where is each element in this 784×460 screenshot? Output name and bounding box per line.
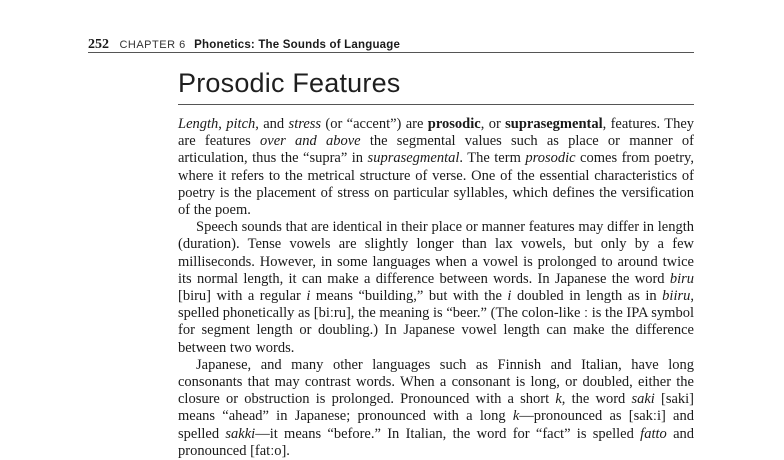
running-head	[88, 36, 694, 53]
paragraph-vowel-length: Speech sounds that are identical in their place or manner features may differ in length (duration). Tense vowels are slightly longer than lax vowels, but only by a few milliseconds. However, in some languages when a vowel is prolonged to around twice its normal length, it can make a difference between words. In Japanese the word biru [biru] with a regular i means “building,” but with the i doubled in length as in biiru, spelled phonetically as [biːru], the meaning is “beer.” (The colon-like ː is the IPA symbol for segment length or doubling.) In Japanese vowel length can make the difference between two words.	[178, 219, 694, 356]
term-length: Length	[178, 116, 219, 132]
chapter-title: Phonetics: The Sounds of Language	[194, 39, 401, 51]
body-text	[178, 116, 694, 460]
term-stress: stress	[288, 116, 322, 132]
section-title: Prosodic Features	[178, 68, 401, 98]
chapter-label: CHAPTER 6	[119, 39, 186, 51]
page-number: 252	[88, 37, 109, 52]
paragraph-consonant-length: Japanese, and many other languages such as Finnish and Italian, have long consonants that may contrast words. When a consonant is long, or doubled, either the closure or obstruction is prolonged. Pronounced with a short k, the word saki [saki] means “ahead” in Japanese; pronounced with a long k—pronounced as [sakːi] and spelled sakki—it means “before.” In Italian, the word for “fact” is spelled fatto and pronounced [fatːo].	[178, 356, 695, 459]
header-rule	[88, 52, 694, 53]
paragraph-prosodic-definition: Length, pitch, and stress (or “accent”) are prosodic, or suprasegmental, features. They are features over and above the segmental values such as place or manner of articulation, thus the “supra” in suprasegmental. The term prosodic comes from poetry, where it refers to the metrical structure of verse. One of the essential characteristics of poetry is the placement of stress on particular syllables, which defines the versification of the poem.	[178, 116, 694, 219]
section-title-rule	[178, 104, 694, 105]
term-suprasegmental: suprasegmental	[505, 116, 603, 132]
term-pitch: pitch	[226, 116, 256, 132]
term-prosodic: prosodic	[427, 116, 481, 132]
